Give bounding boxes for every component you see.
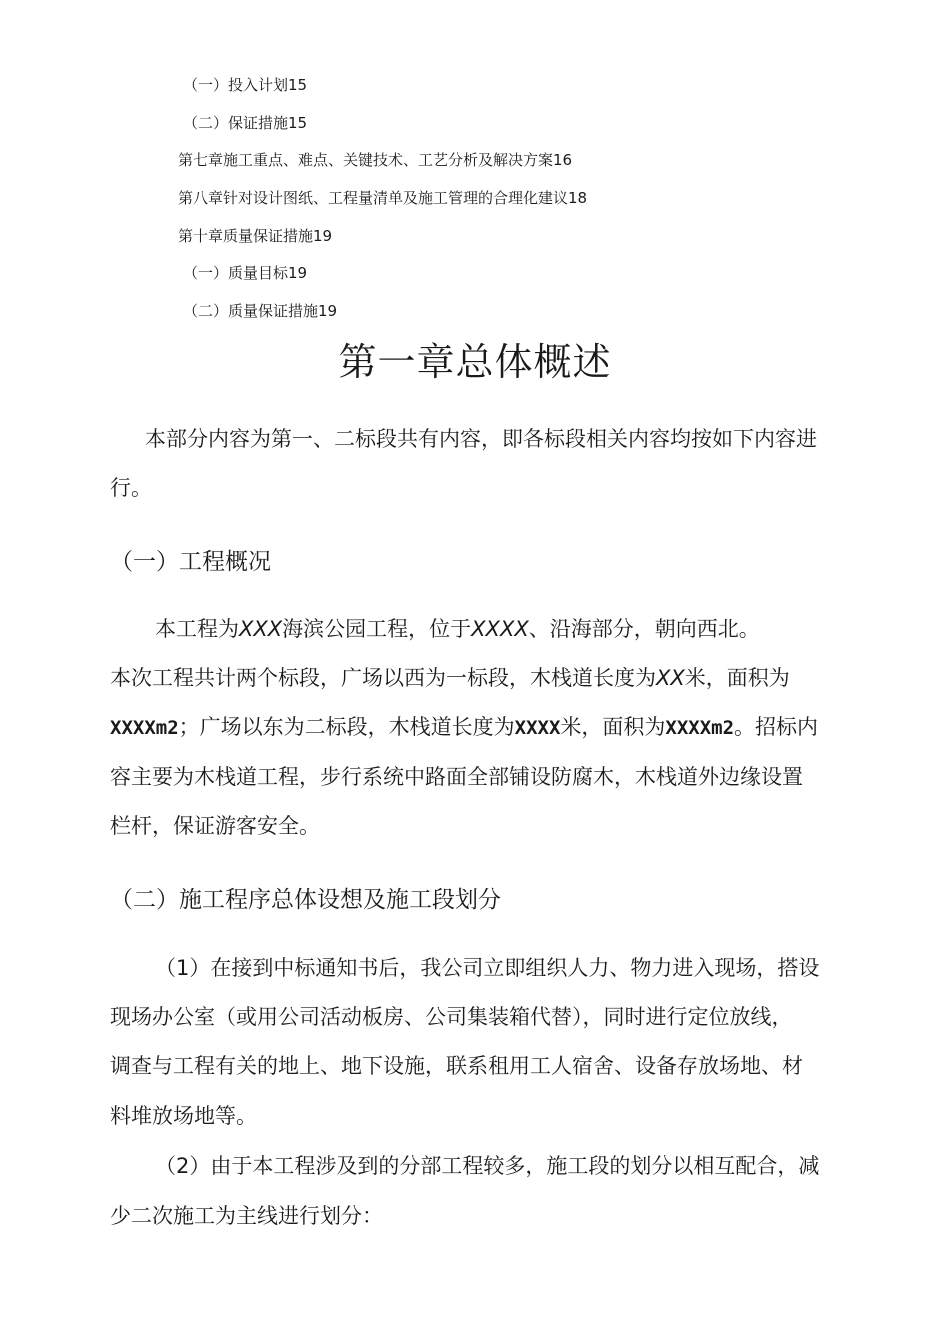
paragraph-line: （1）在接到中标通知书后，我公司立即组织人力、物力进入现场，搭设 (155, 956, 820, 980)
text-run: 海滨公园工程，位于 (282, 617, 472, 641)
text-run: 本工程为 (155, 617, 239, 641)
placeholder-text: XXXX (471, 617, 529, 641)
text-run: 。招标内 (734, 715, 819, 739)
placeholder-text: XXXX (514, 717, 561, 739)
placeholder-text: XXX (239, 617, 283, 641)
paragraph-line: 现场办公室（或用公司活动板房、公司集装箱代替），同时进行定位放线， (110, 1005, 793, 1029)
toc-item: （一）质量目标19 (183, 264, 308, 282)
toc-item: （二）保证措施15 (183, 114, 308, 132)
paragraph-line: 容主要为木栈道工程，步行系统中路面全部铺设防腐木，木栈道外边缘设置 (110, 765, 803, 789)
toc-item: 第十章质量保证措施19 (178, 227, 333, 245)
toc-item: （一）投入计划15 (183, 76, 308, 94)
paragraph-line: 调查与工程有关的地上、地下设施，联系租用工人宿舍、设备存放场地、材 (110, 1054, 803, 1078)
paragraph-line (155, 614, 760, 644)
placeholder-text: XXXXm2 (110, 717, 179, 739)
paragraph-line (110, 663, 790, 693)
paragraph-line (110, 712, 818, 743)
section-heading: （二）施工程序总体设想及施工段划分 (110, 887, 501, 913)
text-run: 米，面积为 (684, 666, 790, 690)
placeholder-text: XXXXm2 (665, 717, 735, 739)
paragraph-line: （2）由于本工程涉及到的分部工程较多，施工段的划分以相互配合，减 (155, 1154, 820, 1178)
paragraph-line: 栏杆，保证游客安全。 (110, 814, 320, 838)
toc-item: 第八章针对设计图纸、工程量清单及施工管理的合理化建议18 (178, 189, 588, 207)
section-heading: （一）工程概况 (110, 549, 271, 575)
toc-item: （二）质量保证措施19 (183, 302, 338, 320)
text-run: 本次工程共计两个标段，广场以西为一标段，木栈道长度为 (110, 666, 656, 690)
toc-item: 第七章施工重点、难点、关键技术、工艺分析及解决方案16 (178, 151, 573, 169)
text-run: 、沿海部分，朝向西北。 (528, 617, 760, 641)
paragraph-line: 少二次施工为主线进行划分： (110, 1204, 383, 1228)
text-run: ；广场以东为二标段，木栈道长度为 (178, 715, 515, 739)
text-run: 米，面积为 (560, 715, 666, 739)
paragraph-line: 料堆放场地等。 (110, 1104, 257, 1128)
placeholder-text: XX (656, 666, 685, 690)
chapter-title: 第一章总体概述 (338, 340, 612, 384)
intro-line: 行。 (110, 476, 152, 500)
intro-line: 本部分内容为第一、二标段共有内容，即各标段相关内容均按如下内容进 (145, 427, 817, 451)
